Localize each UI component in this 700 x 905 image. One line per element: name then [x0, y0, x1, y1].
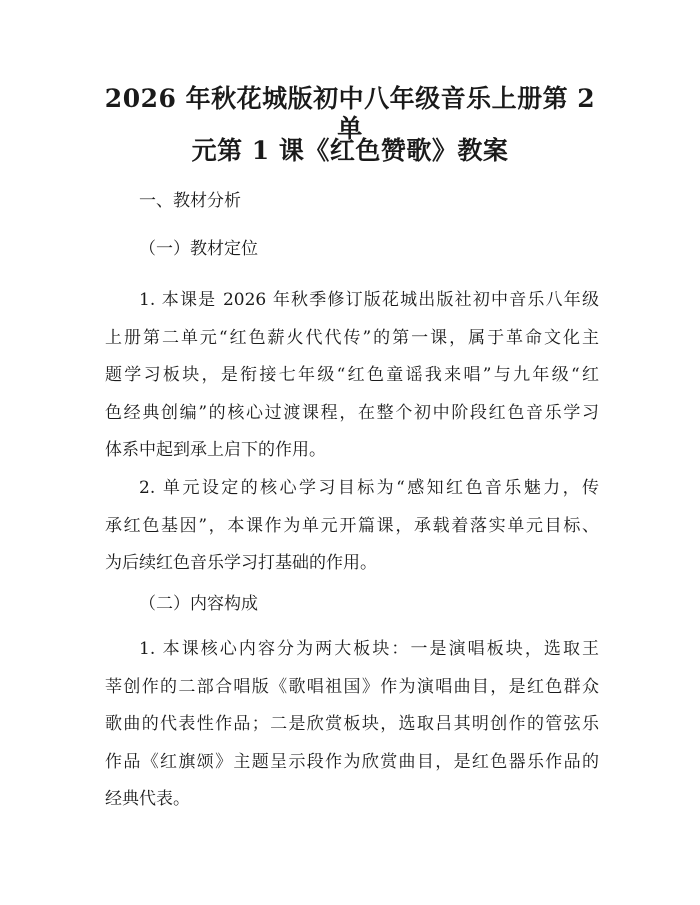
- paragraph-line: 为后续红色音乐学习打基础的作用。: [105, 553, 377, 573]
- subsection-heading-content: （二）内容构成: [139, 594, 258, 614]
- paragraph-line: 1. 本课是 2026 年秋季修订版花城出版社初中音乐八年级: [139, 290, 599, 310]
- paragraph-line: 1. 本课核心内容分为两大板块：一是演唱板块，选取王: [139, 639, 599, 659]
- section-heading-textbook-analysis: 一、教材分析: [139, 191, 241, 211]
- paragraph-line: 歌曲的代表性作品；二是欣赏板块，选取吕其明创作的管弦乐: [105, 714, 599, 734]
- paragraph-positioning-1: [105, 282, 599, 470]
- paragraph-line: 经典代表。: [105, 789, 190, 809]
- paragraph-line: 色经典创编”的核心过渡课程，在整个初中阶段红色音乐学习: [105, 402, 599, 423]
- paragraph-line: 2. 单元设定的核心学习目标为“感知红色音乐魅力，传: [139, 478, 599, 498]
- paragraph-line: 莘创作的二部合唱版《歌唱祖国》作为演唱曲目，是红色群众: [105, 676, 599, 697]
- paragraph-line: 上册第二单元“红色薪火代代传”的第一课，属于革命文化主: [105, 327, 599, 348]
- paragraph-content-1: [105, 631, 599, 819]
- document-title-line-2: 元第 1 课《红色赞歌》教案: [191, 136, 509, 165]
- paragraph-positioning-2: [105, 470, 599, 583]
- paragraph-line: 作品《红旗颂》主题呈示段作为欣赏曲目，是红色器乐作品的: [105, 751, 599, 772]
- paragraph-line: 题学习板块，是衔接七年级“红色童谣我来唱”与九年级“红: [105, 365, 599, 385]
- paragraph-line: 体系中起到承上启下的作用。: [105, 440, 326, 460]
- subsection-heading-positioning: （一）教材定位: [139, 239, 258, 259]
- paragraph-line: 承红色基因”，本课作为单元开篇课，承载着落实单元目标、: [105, 515, 599, 536]
- document-title-line-1: 2026 年秋花城版初中八年级音乐上册第 2 单: [104, 84, 596, 143]
